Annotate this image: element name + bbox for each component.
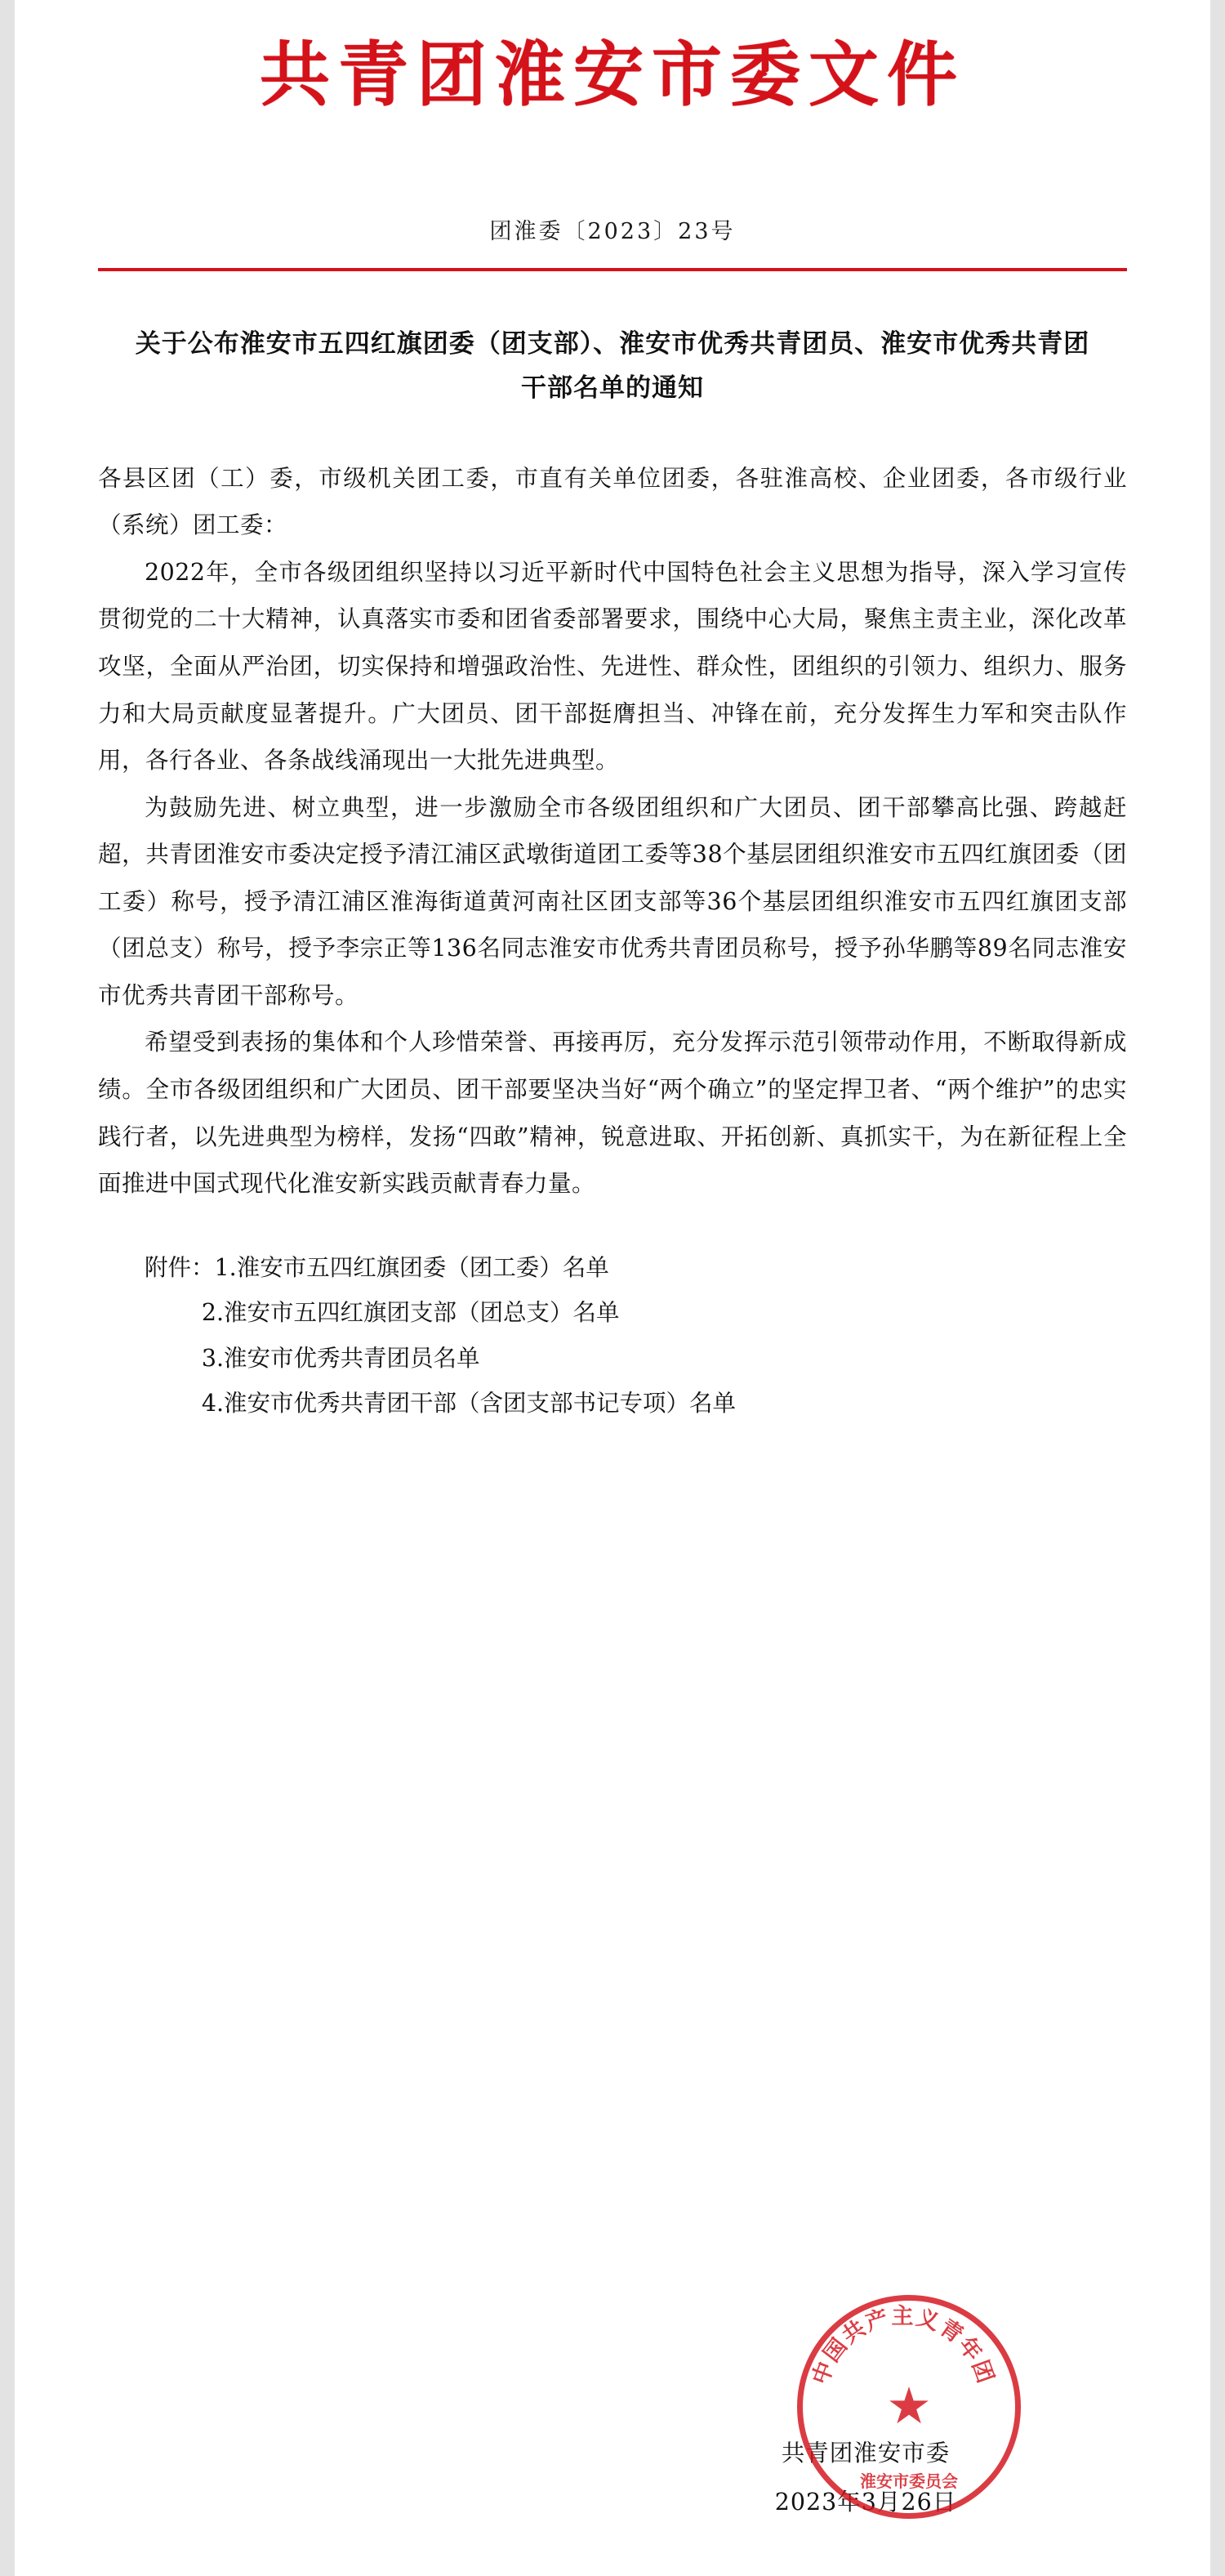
document-number: 团淮委〔2023〕23号 — [489, 219, 736, 245]
signature-block — [637, 2304, 1094, 2527]
attachments-label: 附件： — [145, 1253, 215, 1281]
paper-edge-left — [0, 0, 15, 2576]
signature-date: 2023年3月26日 — [774, 2489, 957, 2516]
body-paragraph-1: 2022年，全市各级团组织坚持以习近平新时代中国特色社会主义思想为指导，深入学习宣传贯彻党的二十大精神，认真落实市委和团省委部署要求，围绕中心大局，聚焦主责主业，深化改革攻坚，全面从严治团，切实保持和增强政治性、先进性、群众性，团组织的引领力、组织力、服务力和大局贡献度显著提升。广大团员、团干部挺膺担当、冲锋在前，充分发挥生力军和突击队作用，各行各业、各条战线涌现出一大批先进典型。 — [98, 558, 1127, 775]
document-body — [98, 455, 1127, 1208]
attachments-block — [98, 1245, 1127, 1426]
document-content — [98, 0, 1127, 2576]
body-paragraph-2: 为鼓励先进、树立典型，进一步激励全市各级团组织和广大团员、团干部攀高比强、跨越赶超，共青团淮安市委决定授予清江浦区武墩街道团工委等38个基层团组织淮安市五四红旗团委（团工委）称号，授予清江浦区淮海街道黄河南社区团支部等36个基层团组织淮安市五四红旗团支部（团总支）称号，授予李宗正等136名同志淮安市优秀共青团员称号，授予孙华鹏等89名同志淮安市优秀共青团干部称号。 — [98, 793, 1127, 1009]
seal-bottom-text: 淮安市委员会 — [860, 2471, 958, 2491]
document-title: 共青团淮安市委文件 — [260, 33, 965, 116]
seal-arc-text: 中国共产主义青年团 — [808, 2304, 999, 2388]
document-subject: 关于公布淮安市五四红旗团委（团支部）、淮安市优秀共青团员、淮安市优秀共青团干部名单的通知 — [135, 329, 1090, 404]
attachment-item-3: 3.淮安市优秀共青团员名单 — [201, 1344, 480, 1372]
seal-star-icon: ★ — [886, 2379, 932, 2435]
svg-text:中国共产主义青年团 — [808, 2304, 999, 2388]
body-paragraph-3: 希望受到表扬的集体和个人珍惜荣誉、再接再厉，充分发挥示范引领带动作用，不断取得新成绩。全市各级团组织和广大团员、团干部要坚决当好“两个确立”的坚定捍卫者、“两个维护”的忠实践行者，以先进典型为榜样，发扬“四敢”精神，锐意进取、开拓创新、真抓实干，为在新征程上全面推进中国式现代化淮安新实践贡献青春力量。 — [98, 1029, 1127, 1198]
attachment-item-2: 2.淮安市五四红旗团支部（团总支）名单 — [201, 1299, 620, 1327]
paper-edge-right — [1210, 0, 1225, 2576]
salutation: 各县区团（工）委，市级机关团工委，市直有关单位团委，各驻淮高校、企业团委，各市级行业（系统）团工委： — [98, 464, 1127, 539]
attachment-item-4: 4.淮安市优秀共青团干部（含团支部书记专项）名单 — [201, 1390, 737, 1417]
signature-issuer: 共青团淮安市委 — [781, 2440, 951, 2467]
red-divider-rule — [98, 268, 1127, 271]
attachment-item-1: 1.淮安市五四红旗团委（团工委）名单 — [214, 1253, 609, 1281]
